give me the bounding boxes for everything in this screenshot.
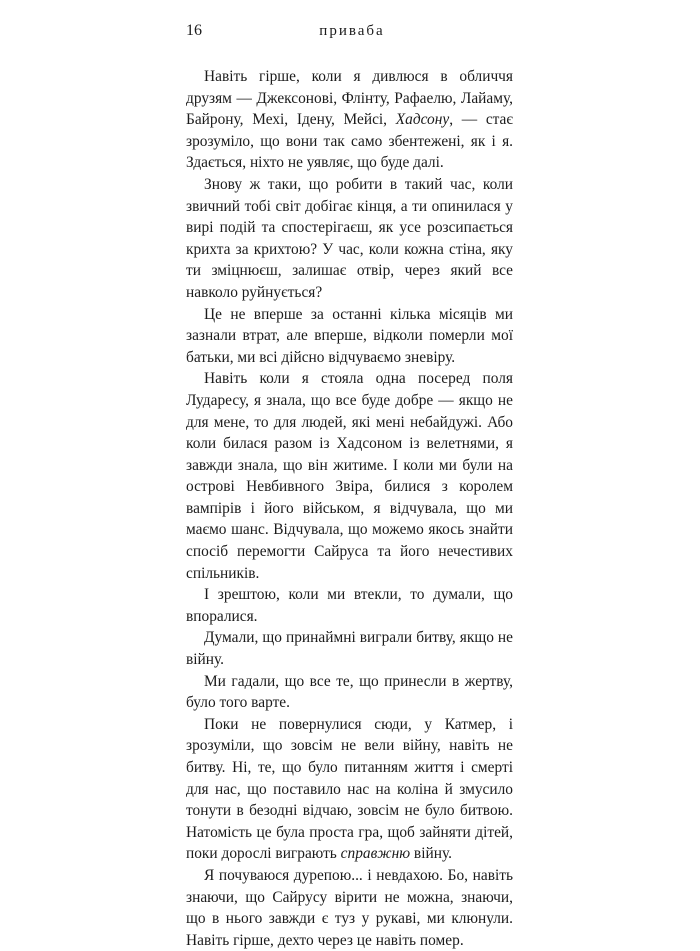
text-run: , — стає зрозуміло, що вони так само збентежені, як і я. Здається, ніхто не уявляє, що буде далі. — [186, 111, 513, 172]
paragraph — [186, 714, 513, 865]
page-number: 16 — [186, 22, 202, 39]
paragraph — [186, 627, 513, 670]
italic-text-run: справжню — [340, 845, 411, 863]
paragraph — [186, 66, 513, 174]
text-run: Це не вперше за останні кілька місяців ми зазнали втрат, але вперше, відколи померли мої батьки, ми всі дійсно відчуваємо зневіру. — [186, 305, 513, 366]
paragraph — [186, 174, 513, 304]
text-run: Думали, що принаймні виграли битву, якщо не війну. — [186, 629, 513, 669]
paragraph — [186, 304, 513, 369]
text-run: Поки не повернулися сюди, у Катмер, і зрозуміли, що зовсім не вели війну, навіть не битву. Ні, те, що було питанням життя і смерті для нас, що поставило нас на коліна й змусило тонути в безодні відчаю, зовсім не було битвою. Натомість це була проста гра, щоб зайняти дітей, поки дорослі виграють — [186, 715, 513, 863]
italic-text-run: Хадсону — [395, 111, 450, 129]
text-run: Знову ж таки, що робити в такий час, коли звичний тобі світ добігає кінця, а ти опинилася у вирі подій та спостерігаєш, як усе розсипається крихта за крихтою? У час, коли кожна стіна, яку ти зміцнюєш, залишає отвір, через який все навколо руйнується? — [186, 175, 513, 301]
text-run: Я почуваюся дурепою... і невдахою. Бо, навіть знаючи, що Сайрусу вірити не можна, знаючи, що в нього завжди є туз у рукаві, ми клюнули. Навіть гірше, дехто через це навіть помер. — [186, 866, 513, 949]
text-run: війну. — [410, 845, 452, 863]
body-text — [186, 66, 513, 951]
text-run: Навіть коли я стояла одна посеред поля Лударесу, я знала, що все буде добре — якщо не для мене, то для людей, які мені небайдужі. Або коли билася разом із Хадсоном із велетнями, я завжди знала, що він житиме. І коли ми були на острові Невбивного Звіра, билися з королем вампірів і його військом, я відчувала, що ми маємо шанс. Відчувала, що можемо якось знайти спосіб перемогти Сайруса та його нечестивих спільників. — [186, 370, 513, 582]
paragraph — [186, 584, 513, 627]
paragraph — [186, 865, 513, 951]
text-run: І зрештою, коли ми втекли, то думали, що впоралися. — [186, 586, 513, 625]
text-run: Навіть гірше, коли я дивлюся в обличчя друзям — Джексонові, Флінту, Рафаелю, Лайаму, Байрону, Мехі, Ідену, Мейсі, — [186, 68, 513, 129]
text-run: Ми гадали, що все те, що принесли в жертву, було того варте. — [186, 672, 513, 712]
running-title: приваба — [319, 23, 385, 39]
paragraph — [186, 671, 513, 714]
paragraph — [186, 368, 513, 584]
